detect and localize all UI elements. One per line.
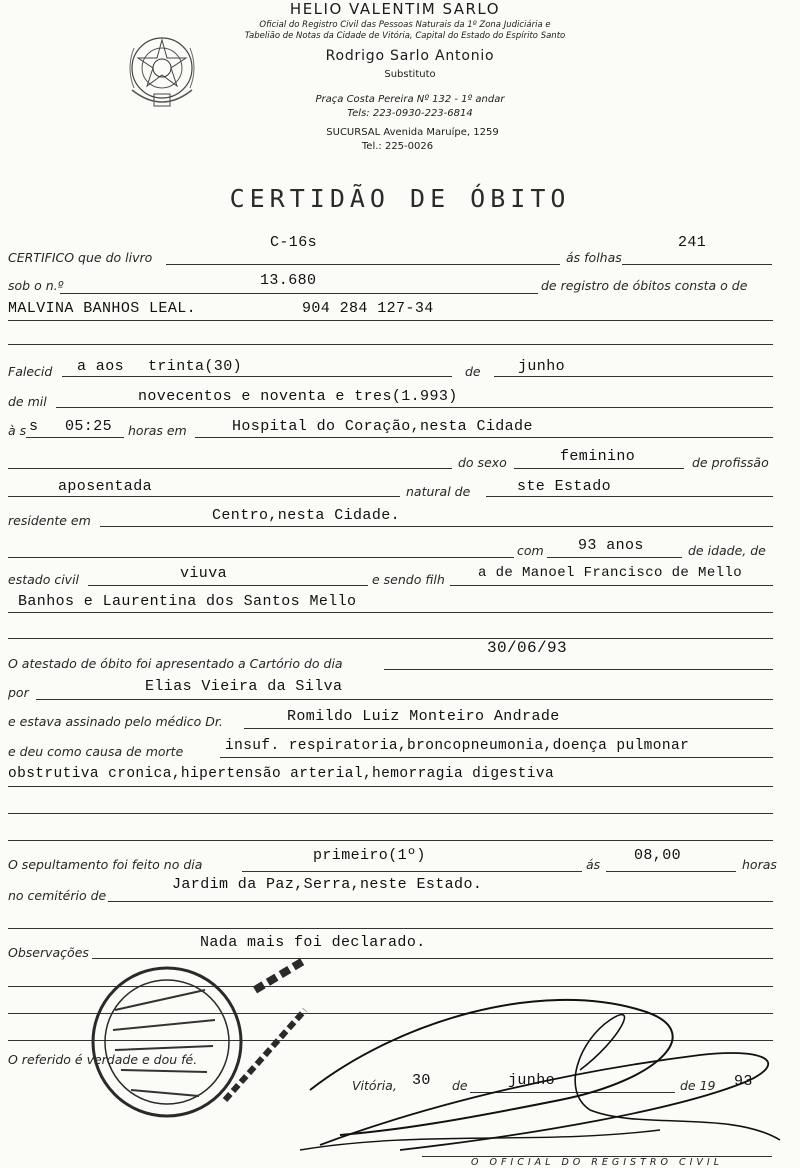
label-residente-em: residente em — [8, 513, 91, 528]
rule-filiacao1 — [450, 585, 773, 586]
label-as: ás — [586, 857, 601, 872]
rule-blank-4 — [8, 638, 773, 639]
rule-livro — [166, 264, 560, 265]
rule-causa1 — [220, 757, 773, 758]
rule-numero — [60, 293, 538, 294]
value-sepultamento-dia: primeiro(1º) — [313, 847, 426, 864]
value-por: Elias Vieira da Silva — [145, 678, 343, 695]
value-folhas: 241 — [678, 234, 707, 251]
rule-sexo — [514, 468, 684, 469]
label-horas: horas — [742, 857, 777, 872]
label-com: com — [517, 543, 544, 558]
rule-blank-7 — [8, 928, 773, 929]
rule-folhas — [622, 264, 772, 265]
value-data-atestado: 30/06/93 — [487, 639, 568, 657]
label-natural-de: natural de — [406, 484, 471, 499]
rule-sepultamento-hora — [606, 871, 736, 872]
rule-residencia — [100, 526, 773, 527]
header-name: HELIO VALENTIM SARLO — [289, 0, 501, 18]
value-falecid-suffix: a aos — [77, 358, 125, 375]
rule-nome — [8, 320, 773, 321]
value-sepultamento-hora: 08,00 — [634, 847, 682, 864]
label-sob-o-n: sob o n.º — [8, 278, 64, 293]
label-estado-civil: estado civil — [8, 572, 80, 587]
value-data-mes: junho — [508, 1072, 556, 1089]
rule-cemiterio — [108, 901, 773, 902]
value-mes: junho — [518, 358, 566, 375]
rule-hora — [26, 437, 124, 438]
value-dia: trinta(30) — [148, 358, 243, 375]
rule-blank-2 — [8, 468, 452, 469]
label-observacoes: Observações — [8, 945, 89, 960]
label-horas-em: horas em — [128, 423, 187, 438]
value-filiacao1: a de Manoel Francisco de Mello — [478, 565, 743, 581]
value-cemiterio: Jardim da Paz,Serra,neste Estado. — [172, 876, 483, 893]
rule-profissao — [8, 496, 400, 497]
label-de: de — [465, 364, 481, 379]
value-residencia: Centro,nesta Cidade. — [212, 507, 401, 524]
label-assinado: e estava assinado pelo médico Dr. — [8, 714, 223, 729]
header-branch-phone: Tel.: 225-0026 — [361, 141, 434, 152]
label-as-folhas: ás folhas — [566, 250, 622, 265]
value-numero: 13.680 — [260, 272, 317, 289]
rule-ano — [56, 407, 773, 408]
value-filiacao2: Banhos e Laurentina dos Santos Mello — [18, 593, 357, 610]
value-sexo: feminino — [560, 448, 636, 465]
header-office-line2: Tabelião de Notas da Cidade de Vitória, Capital do Estado do Espírito Santo — [244, 31, 566, 41]
header-address: Praça Costa Pereira Nº 132 - 1º andar — [315, 94, 505, 105]
document-title: CERTIDÃO DE ÓBITO — [229, 184, 571, 213]
rule-blank-5 — [8, 813, 773, 814]
header-office-line1: Oficial do Registro Civil das Pessoas Naturais da 1º Zona Judiciária e — [259, 20, 551, 30]
header-substitute-name: Rodrigo Sarlo Antonio — [325, 48, 495, 64]
label-e-sendo-filh: e sendo filh — [372, 572, 445, 587]
rule-mes — [494, 376, 773, 377]
header-branch: SUCURSAL Avenida Maruípe, 1259 — [326, 127, 499, 138]
rule-atestado — [384, 669, 773, 670]
rule-dia — [62, 376, 452, 377]
rule-sepultamento-dia — [242, 871, 582, 872]
rule-por — [36, 699, 773, 700]
rule-blank-3 — [8, 557, 514, 558]
label-do-sexo: do sexo — [458, 455, 507, 470]
value-ano: novecentos e noventa e tres(1.993) — [138, 388, 458, 405]
value-causa1: insuf. respiratoria,broncopneumonia,doença pulmonar — [225, 738, 690, 754]
label-cemiterio: no cemitério de — [8, 888, 107, 903]
rule-blank-1 — [8, 344, 773, 345]
value-livro: C-16s — [270, 234, 318, 251]
value-causa2: obstrutiva cronica,hipertensão arterial,hemorragia digestiva — [8, 766, 555, 782]
value-medico: Romildo Luiz Monteiro Andrade — [287, 708, 560, 725]
header-substitute-title: Substituto — [384, 69, 436, 80]
label-a-s: à s — [8, 423, 27, 438]
label-vitoria: Vitória, — [352, 1078, 397, 1093]
coat-of-arms-seal — [120, 28, 204, 118]
value-natural: ste Estado — [517, 478, 612, 495]
label-de-profissao: de profissão — [692, 455, 769, 470]
value-idade: 93 anos — [578, 537, 644, 554]
value-profissao: aposentada — [58, 478, 153, 495]
rule-blank-6 — [8, 840, 773, 841]
rule-natural — [486, 496, 773, 497]
label-de2: de — [452, 1078, 468, 1093]
label-atestado: O atestado de óbito foi apresentado a Cartório do dia — [8, 656, 343, 671]
label-certifico: CERTIFICO que do livro — [8, 250, 153, 265]
value-hora: 05:25 — [65, 418, 113, 435]
label-de-19: de 19 — [680, 1078, 716, 1093]
rule-filiacao2 — [8, 612, 773, 613]
rule-estado-civil — [88, 585, 368, 586]
rule-idade — [547, 557, 682, 558]
label-referido: O referido é verdade e dou fé. — [8, 1052, 198, 1067]
value-local: Hospital do Coração,nesta Cidade — [232, 418, 533, 435]
cartorio-stamp — [75, 950, 315, 1150]
label-de-idade: de idade, de — [688, 543, 766, 558]
label-por: por — [8, 685, 29, 700]
value-s-suffix: s — [29, 418, 39, 435]
label-falecid: Falecid — [8, 364, 53, 379]
rule-local — [195, 437, 773, 438]
value-data-dia: 30 — [412, 1072, 431, 1089]
label-registro: de registro de óbitos consta o de — [541, 278, 748, 293]
value-observacoes: Nada mais foi declarado. — [200, 934, 426, 951]
label-de-mil: de mil — [8, 394, 47, 409]
official-signature — [280, 960, 800, 1165]
rule-medico — [244, 728, 773, 729]
value-data-ano: 93 — [734, 1073, 753, 1090]
label-sepultamento: O sepultamento foi feito no dia — [8, 857, 203, 872]
rule-causa2 — [8, 786, 773, 787]
header-phones: Tels: 223-0930-223-6814 — [347, 108, 473, 119]
value-estado-civil: viuva — [180, 565, 228, 582]
value-cpf: 904 284 127-34 — [302, 300, 434, 317]
value-nome: MALVINA BANHOS LEAL. — [8, 300, 197, 317]
label-oficial: O OFICIAL DO REGISTRO CIVIL — [470, 1157, 724, 1168]
label-causa: e deu como causa de morte — [8, 744, 184, 759]
